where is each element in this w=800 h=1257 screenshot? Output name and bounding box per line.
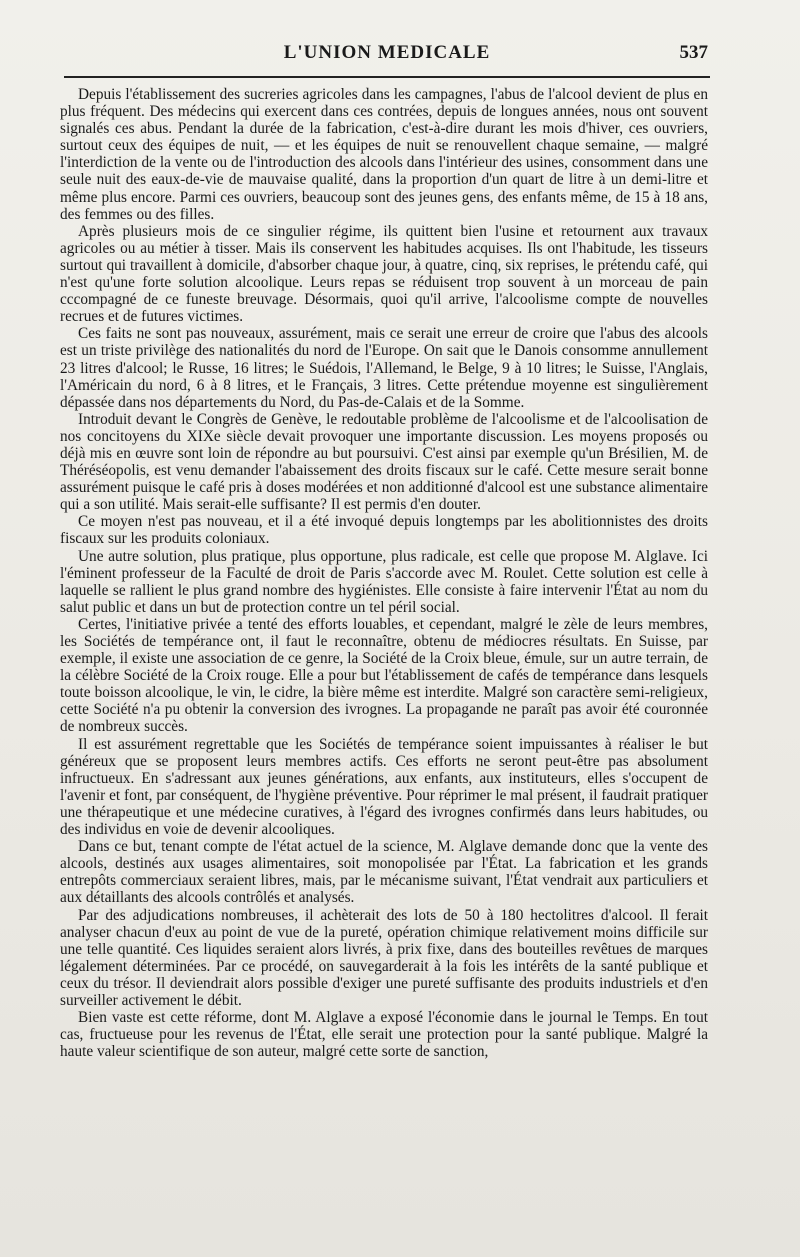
paragraph: Certes, l'initiative privée a tenté des efforts louables, et cependant, malgré le zèle de leurs membres, les Sociétés de tempérance ont, il faut le reconnaître, obtenu de médiocres résultats. En Suisse, par exemple, il existe une association de ce genre, la Société de la Croix bleue, émule, sur un autre terrain, de la célèbre Société de la Croix rouge. Elle a pour but l'établissement de cafés de tempérance dans lesquels toute boisson alcoolique, le vin, le cidre, la bière même est interdite. Malgré son caractère semi-religieux, cette Société n'a pu obtenir la conversion des ivrognes. La propagande ne paraît pas avoir été couronnée de nombreux succès. bbox=[60, 615, 708, 736]
body-text bbox=[60, 86, 708, 1060]
paragraph: Il est assurément regrettable que les Sociétés de tempérance soient impuissantes à réaliser le but généreux que se proposent leurs membres actifs. Ces efforts ne seront peut-être pas absolument infructueux. En s'adressant aux jeunes générations, aux enfants, aux instituteurs, elles s'occupent de l'avenir et font, par conséquent, de l'hygiène préventive. Pour réprimer le mal présent, il faudrait pratiquer une thérapeutique et une médecine curatives, à l'égard des ivrognes confirmés dans leurs habitudes, ou des individus en voie de devenir alcooliques. bbox=[60, 735, 708, 839]
paragraph: Depuis l'établissement des sucreries agricoles dans les campagnes, l'abus de l'alcool devient de plus en plus fréquent. Des médecins qui exercent dans ces contrées, depuis de longues années, nous ont souvent signalés ces abus. Pendant la durée de la fabrication, c'est-à-dire durant les mois d'hiver, ces ouvriers, surtout ceux des équipes de nuit, — et les équipes de nuit se renouvellent chaque semaine, — malgré l'interdiction de la vente ou de l'introduction des alcools dans l'intérieur des usines, consomment dans une seule nuit des eaux-de-vie de mauvaise qualité, dans la proportion d'un quart de litre à un demi-litre et même plus encore. Parmi ces ouvriers, beaucoup sont des jeunes gens, des enfants même, de 15 à 18 ans, des femmes ou des filles. bbox=[60, 86, 708, 223]
paragraph: Bien vaste est cette réforme, dont M. Alglave a exposé l'économie dans le journal le Temps. En tout cas, fructueuse pour les revenus de l'État, elle serait une protection pour la santé publique. Malgré la haute valeur scientifique de son auteur, malgré cette sorte de sanction, bbox=[60, 1009, 708, 1061]
paragraph: Après plusieurs mois de ce singulier régime, ils quittent bien l'usine et retournent aux travaux agricoles ou au métier à tisser. Mais ils conservent les habitudes acquises. Ils ont l'habitude, les tisseurs surtout qui travaillent à domicile, d'absorber chaque jour, à quatre, cinq, six reprises, le prétendu café, qui n'est qu'une forte solution alcoolique. Leurs repas se réduisent trop souvent à un morceau de pain cccompagné de ce funeste breuvage. Désormais, quoi qu'il arrive, l'alcoolisme compte de nouvelles recrues et de futures victimes. bbox=[60, 222, 708, 326]
page-number: 537 bbox=[679, 42, 708, 63]
header-rule bbox=[64, 76, 710, 78]
paragraph: Ce moyen n'est pas nouveau, et il a été invoqué depuis longtemps par les abolitionnistes des droits fiscaux sur les produits coloniaux. bbox=[60, 513, 708, 548]
running-title: L'UNION MEDICALE bbox=[283, 42, 491, 63]
paragraph: Par des adjudications nombreuses, il achèterait des lots de 50 à 180 hectolitres d'alcool. Il ferait analyser chacun d'eux au point de vue de la pureté, opération chimique relativement moins difficile sur une telle quantité. Ces liquides seraient alors livrés, à prix fixe, dans des bouteilles revêtues de marques légalement déterminées. Par ce procédé, on sauvegarderait à la fois les intérêts de la santé publique et ceux du trésor. Il deviendrait alors possible d'exiger une pureté suffisante des produits industriels et d'en surveiller activement le débit. bbox=[60, 906, 708, 1009]
paragraph: Introduit devant le Congrès de Genève, le redoutable problème de l'alcoolisme et de l'alcoolisation de nos concitoyens du XIXe siècle devait provoquer une importante discussion. Les moyens proposés ou déjà mis en œuvre sont loin de répondre au but poursuivi. C'est ainsi par exemple qu'un Brésilien, M. de Théréséopolis, est venu demander l'abaissement des droits fiscaux sur le café. Cette mesure serait bonne assurément puisque le café pris à doses modérées et non additionné d'alcool est une substance alimentaire qui a son utilité. Mais serait-elle suffisante? Il est permis d'en douter. bbox=[60, 410, 708, 514]
paragraph: Dans ce but, tenant compte de l'état actuel de la science, M. Alglave demande donc que la vente des alcools, destinés aux usages alimentaires, soit monopolisée par l'État. La fabrication et les grands entrepôts commerciaux seraient libres, mais, par le mécanisme suivant, l'État vendrait aux particuliers et aux détaillants des alcools contrôlés et analysés. bbox=[60, 838, 708, 907]
page-header bbox=[66, 38, 708, 72]
paragraph: Une autre solution, plus pratique, plus opportune, plus radicale, est celle que propose M. Alglave. Ici l'éminent professeur de la Faculté de droit de Paris s'accorde avec M. Roulet. Cette solution est celle à laquelle se rallient le plus grand nombre des hygiénistes. Elle consiste à faire intervenir l'État au nom du salut public et dans un but de protection contre un tel péril social. bbox=[60, 547, 708, 616]
paragraph: Ces faits ne sont pas nouveaux, assurément, mais ce serait une erreur de croire que l'abus des alcools est un triste privilège des nationalités du nord de l'Europe. On sait que le Danois consomme annullement 23 litres d'alcool; le Russe, 16 litres; le Suédois, l'Allemand, le Belge, 9 à 10 litres; le Suisse, l'Anglais, l'Américain du nord, 6 à 8 litres, et le Français, 3 litres. Cette prétendue moyenne est singulièrement dépassée dans nos départements du Nord, du Pas-de-Calais et de la Somme. bbox=[60, 325, 708, 411]
